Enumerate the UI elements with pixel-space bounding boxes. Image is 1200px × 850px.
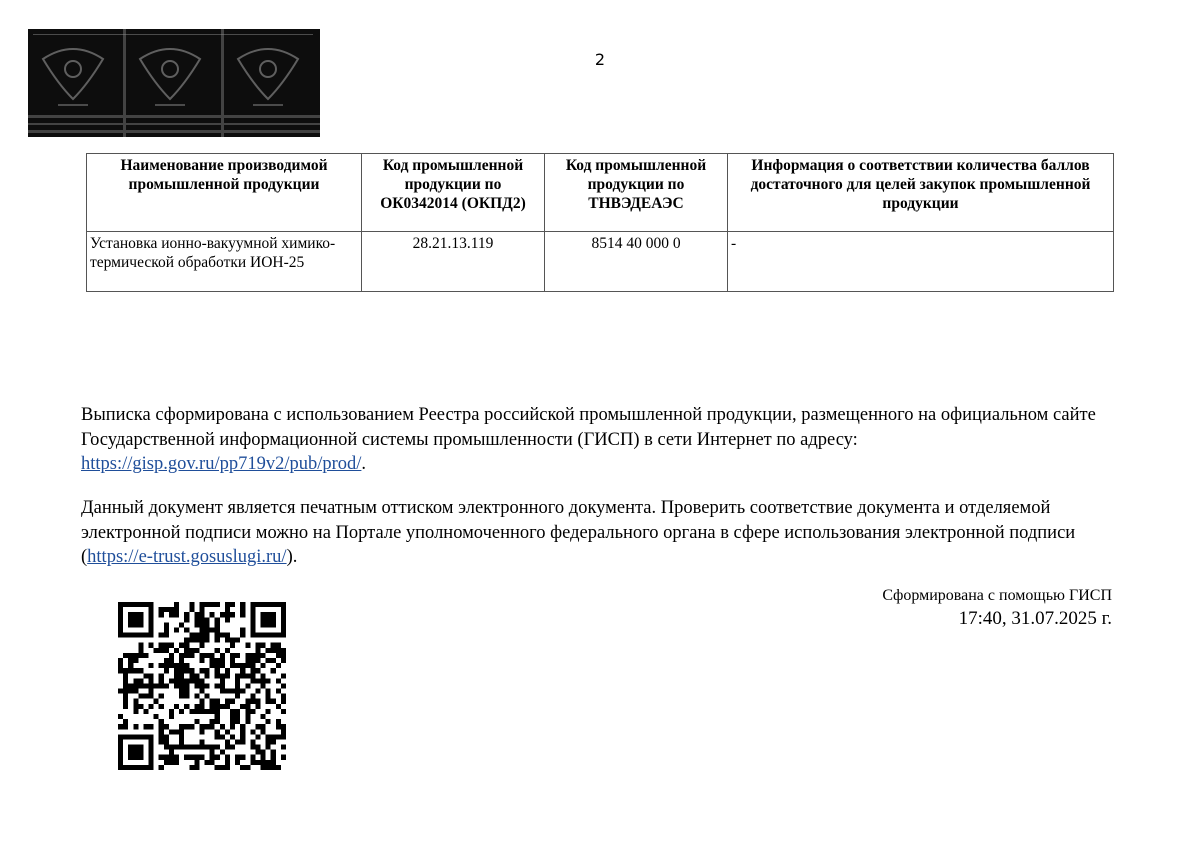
etrust-link[interactable]: https://e-trust.gosuslugi.ru/ <box>87 547 287 567</box>
table-row <box>87 232 1114 292</box>
header-score-info: Информация о соответствии количества баллов достаточного для целей закупок промышленной продукции <box>728 154 1114 232</box>
qr-code-icon <box>118 602 286 770</box>
registry-statement-text: Выписка сформирована с использованием Реестра российской промышленной продукции, размещенного на официальном сайте Государственной информационной системы промышленности (ГИСП) в сети Интернет по адресу: <box>81 405 1096 450</box>
table-header-row <box>87 154 1114 232</box>
registry-statement <box>81 403 1121 477</box>
signature-statement-text: Данный документ является печатным оттиском электронного документа. Проверить соответствие документа и отделяемой электронной подписи можно на Портале уполномоченного федерального органа в сфере использования электронной подписи ( <box>81 498 1076 567</box>
emblem-banner-image <box>28 29 320 137</box>
header-tnved-code: Код промышленной продукции по ТНВЭДЕАЭС <box>545 154 728 232</box>
generation-info <box>882 586 1112 632</box>
page-number: 2 <box>594 50 606 69</box>
generated-at: 17:40, 31.07.2025 г. <box>958 608 1112 629</box>
signature-statement <box>81 496 1121 570</box>
cell-okpd2-code: 28.21.13.119 <box>362 232 545 292</box>
cell-product-name: Установка ионно-вакуумной химико-термической обработки ИОН-25 <box>87 232 362 292</box>
registry-statement-end: . <box>361 454 367 474</box>
header-product-name: Наименование производимой промышленной продукции <box>87 154 362 232</box>
generated-by: Сформирована с помощью ГИСП <box>882 587 1112 604</box>
cell-score-info: - <box>728 232 1114 292</box>
gisp-link[interactable]: https://gisp.gov.ru/pp719v2/pub/prod/ <box>81 454 362 474</box>
products-table <box>86 153 1114 292</box>
header-okpd2-code: Код промышленной продукции по ОК0342014 (ОКПД2) <box>362 154 545 232</box>
cell-tnved-code: 8514 40 000 0 <box>545 232 728 292</box>
signature-statement-end: ). <box>286 547 298 567</box>
